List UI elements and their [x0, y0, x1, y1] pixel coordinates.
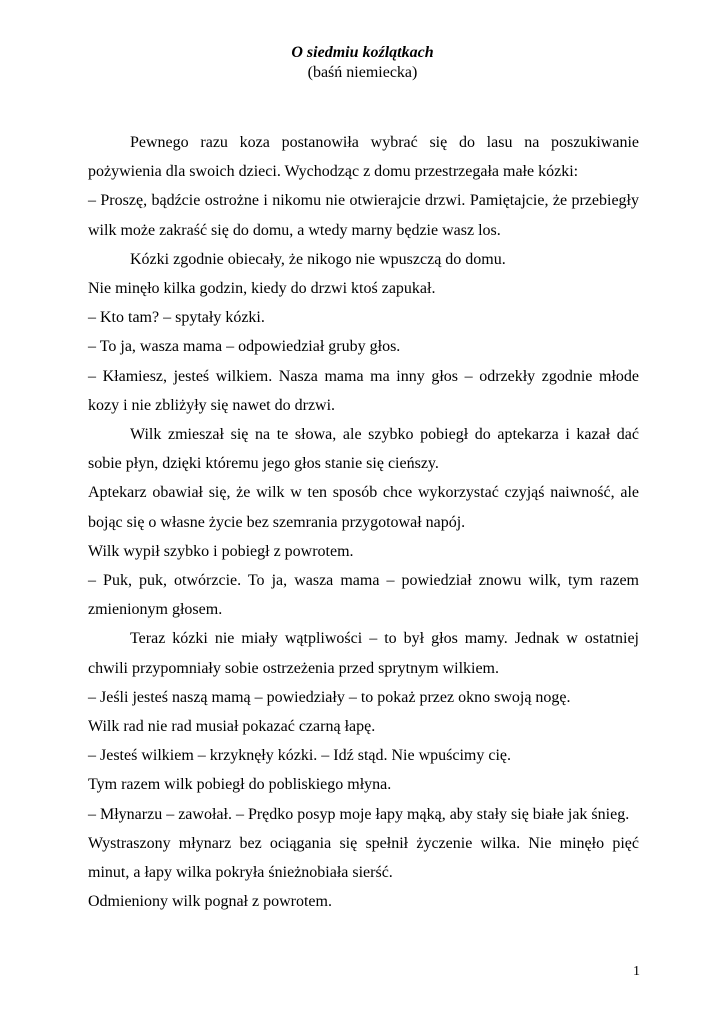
- paragraph: – Kłamiesz, jesteś wilkiem. Nasza mama ma inny głos – odrzekły zgodnie młode kozy i nie zbliżyły się nawet do drzwi.: [88, 367, 639, 414]
- paragraph: Kózki zgodnie obiecały, że nikogo nie wpuszczą do domu.: [130, 250, 506, 268]
- document-subtitle: (baśń niemiecka): [307, 64, 418, 81]
- paragraph: Odmieniony wilk pognał z powrotem.: [88, 893, 332, 911]
- paragraph: Nie minęło kilka godzin, kiedy do drzwi ktoś zapukał.: [88, 280, 436, 298]
- paragraph: – Proszę, bądźcie ostrożne i nikomu nie otwierajcie drzwi. Pamiętajcie, że przebiegły wilk może zakraść się do domu, a wtedy marny będzie wasz los.: [88, 192, 639, 239]
- document-title: O siedmiu koźlątkach: [291, 44, 434, 61]
- paragraph: Wystraszony młynarz bez ociągania się spełnił życzenie wilka. Nie minęło pięć minut, a łapy wilka pokryła śnieżnobiała sierść.: [88, 834, 639, 882]
- paragraph: – To ja, wasza mama – odpowiedział gruby głos.: [88, 338, 401, 356]
- paragraph: – Kto tam? – spytały kózki.: [88, 309, 265, 327]
- page-number: 1: [633, 964, 640, 979]
- paragraph: Aptekarz obawiał się, że wilk w ten sposób chce wykorzystać czyjąś naiwność, ale bojąc się o własne życie bez szemrania przygotował napój.: [88, 484, 639, 531]
- paragraph: – Puk, puk, otwórzcie. To ja, wasza mama – powiedział znowu wilk, tym razem zmienionym głosem.: [88, 572, 639, 619]
- paragraph: – Jesteś wilkiem – krzyknęły kózki. – Idź stąd. Nie wpuścimy cię.: [88, 747, 512, 765]
- paragraph: Pewnego razu koza postanowiła wybrać się do lasu na poszukiwanie pożywienia dla swoich dzieci. Wychodząc z domu przestrzegała małe kózki:: [88, 134, 639, 181]
- document-body: [88, 128, 639, 916]
- document-header: [0, 43, 725, 83]
- paragraph: Teraz kózki nie miały wątpliwości – to był głos mamy. Jednak w ostatniej chwili przypomniały sobie ostrzeżenia przed sprytnym wilkiem.: [88, 630, 639, 677]
- paragraph: Tym razem wilk pobiegł do pobliskiego młyna.: [88, 776, 392, 794]
- paragraph: Wilk wypił szybko i pobiegł z powrotem.: [88, 542, 354, 560]
- paragraph: Wilk rad nie rad musiał pokazać czarną łapę.: [88, 718, 376, 736]
- paragraph: Wilk zmieszał się na te słowa, ale szybko pobiegł do aptekarza i kazał dać sobie płyn, dzięki któremu jego głos stanie się cieńszy.: [88, 426, 639, 473]
- paragraph: – Jeśli jesteś naszą mamą – powiedziały – to pokaż przez okno swoją nogę.: [88, 688, 571, 706]
- paragraph: – Młynarzu – zawołał. – Prędko posyp moje łapy mąką, aby stały się białe jak śnieg.: [88, 805, 630, 823]
